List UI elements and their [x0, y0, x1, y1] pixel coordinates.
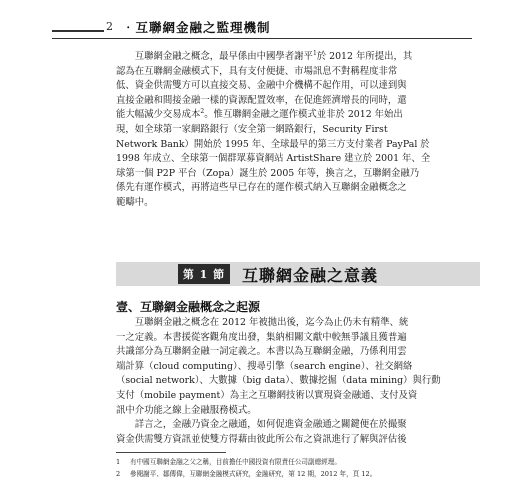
- text-line: 低、資金供需雙方可以直接交易、金融中介機構不起作用，可以達到與: [116, 80, 407, 92]
- footnote-item: [116, 468, 480, 480]
- page-number: 2: [106, 20, 113, 33]
- section-number-badge: 第 1 節: [178, 264, 230, 284]
- text-line: 係先有運作模式，再將這些早已存在的運作模式納入互聯網金融概念之: [116, 182, 407, 194]
- text-span: 能大幅減少交易成本: [116, 109, 201, 121]
- body-paragraph-1: [116, 316, 480, 418]
- section-heading: [116, 262, 480, 286]
- footnote-text: 有中國互聯網金融之父之稱，目前擔任中國投資有限責任公司副總經理。: [130, 458, 341, 466]
- header-rule: [52, 38, 472, 39]
- body-paragraph-2: [116, 418, 480, 447]
- text-span: 。惟互聯網金融之運作模式並非於 2012 年始出: [204, 109, 403, 121]
- text-line: 互聯網金融之概念在 2012 年被拋出後，迄今為止仍未有精準、統: [134, 317, 409, 328]
- text-line: 一之定義。本書援從客觀角度出發，集納相關文獻中較無爭議且獲普遍: [116, 331, 407, 343]
- intro-paragraph: [116, 50, 480, 211]
- running-header: [52, 18, 472, 40]
- text-line: 1998 年成立、全球第一個群眾募資網站 ArtistShare 建立於 2001 年、全: [116, 153, 431, 165]
- text-line: 球第一個 P2P 平台（Zopa）誕生於 2005 年等，換言之，互聯網金融乃: [116, 167, 420, 179]
- text-span: 於 2012 年所提出，其: [316, 51, 413, 62]
- text-line: 認為在互聯網金融模式下，具有支付便捷、市場訊息不對稱程度非常: [116, 65, 398, 77]
- text-line: （social network）、大數據（big data）、數據挖掘（data mining）與行動: [116, 375, 441, 387]
- footnote-mark: 1: [312, 50, 317, 57]
- text-line: 端計算（cloud computing）、搜尋引擎（search engine）、社交網絡: [116, 360, 413, 372]
- footnote-text: 參閱謝平、鄒傳偉，互聯網金融模式研究，金融研究，第 12 期，2012 年，頁 12。: [130, 470, 377, 478]
- text-line: 訊中介功能之線上金融服務模式。: [116, 404, 257, 416]
- footnote-item: [116, 456, 480, 468]
- footnotes: [116, 456, 480, 480]
- text-line: 詳言之，金融乃資金之融通，如何促進資金融通之關鍵便在於撮聚: [134, 419, 407, 430]
- text-line: 直接金融和間接金融一樣的資源配置效率，在促進經濟增長的同時，還: [116, 94, 407, 106]
- text-line: [116, 50, 480, 65]
- text-line: [116, 108, 480, 123]
- text-line: 範疇中。: [116, 196, 154, 208]
- footnote-mark: 2: [200, 108, 205, 116]
- running-title: ‧互聯網金融之監理機制: [122, 20, 271, 35]
- text-line: 資金供需雙方資訊並使雙方得藉由彼此所公布之資訊進行了解與評估後: [116, 433, 407, 445]
- footnote-rule: [116, 452, 226, 453]
- header-bar: [52, 30, 104, 32]
- text-span: 互聯網金融之概念，最早係由中國學者謝平: [134, 51, 313, 62]
- footnote-number: 1: [116, 458, 121, 466]
- text-line: 共識部分為互聯網金融一詞定義之。本書以為互聯網金融，乃係利用雲: [116, 346, 407, 358]
- text-line: 現，如全球第一家網路銀行（安全第一網路銀行，Security First: [116, 123, 388, 135]
- text-line: 支付（mobile payment）為主之互聯網技術以實現資金融通、支付及資: [116, 389, 418, 401]
- subsection-title: 壹、互聯網金融概念之起源: [116, 300, 261, 314]
- section-title: 互聯網金融之意義: [242, 266, 379, 285]
- text-line: Network Bank）開始於 1995 年、全球最早的第三方支付業者 PayPal 於: [116, 138, 430, 150]
- footnote-number: 2: [116, 470, 121, 478]
